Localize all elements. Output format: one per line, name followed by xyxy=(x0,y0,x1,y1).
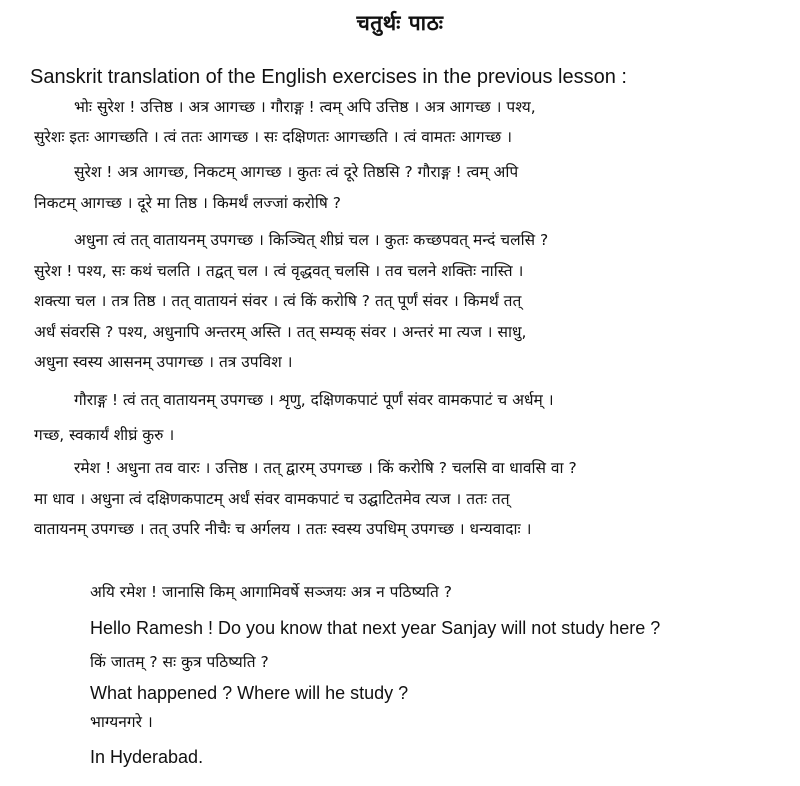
lesson-title: चतुर्थः पाठः xyxy=(356,11,444,35)
dialogue-sanskrit: किं जातम् ? सः कुत्र पठिष्यति ? xyxy=(90,653,269,671)
paragraph-line: निकटम् आगच्छ । दूरे मा तिष्ठ । किमर्थं लज्जां करोषि ? xyxy=(34,194,342,212)
paragraph-line: सुरेश ! अत्र आगच्छ, निकटम् आगच्छ । कुतः त्वं दूरे तिष्ठसि ? गौराङ्ग ! त्वम् अपि xyxy=(74,163,519,181)
dialogue-english: What happened ? Where will he study ? xyxy=(90,683,409,703)
paragraph-line: गच्छ, स्वकार्यं शीघ्रं कुरु । xyxy=(34,426,175,444)
dialogue-english: Hello Ramesh ! Do you know that next year Sanjay will not study here ? xyxy=(90,618,661,638)
paragraph-line: रमेश ! अधुना तव वारः । उत्तिष्ठ । तत् द्वारम् उपगच्छ । किं करोषि ? चलसि वा धावसि वा ? xyxy=(74,459,577,477)
dialogue-sanskrit: अयि रमेश ! जानासि किम् आगामिवर्षे सञ्जयः अत्र न पठिष्यति ? xyxy=(90,583,452,601)
paragraph-line: सुरेश ! पश्य, सः कथं चलति । तद्वत् चल । त्वं वृद्धवत् चलसि । तव चलने शक्तिः नास्ति । xyxy=(34,262,524,280)
dialogue-sanskrit: भाग्यनगरे । xyxy=(90,713,153,731)
paragraph-line: शक्त्या चल । तत्र तिष्ठ । तत् वातायनं संवर । त्वं किं करोषि ? तत् पूर्णं संवर । किमर्थं तत् xyxy=(34,292,522,310)
paragraph-line: भोः सुरेश ! उत्तिष्ठ । अत्र आगच्छ । गौराङ्ग ! त्वम् अपि उत्तिष्ठ । अत्र आगच्छ । पश्य, xyxy=(74,98,536,116)
paragraph-line: सुरेशः इतः आगच्छति । त्वं ततः आगच्छ । सः दक्षिणतः आगच्छति । त्वं वामतः आगच्छ । xyxy=(34,128,512,146)
paragraph-line: अर्धं संवरसि ? पश्य, अधुनापि अन्तरम् अस्ति । तत् सम्यक् संवर । अन्तरं मा त्यज । साधु, xyxy=(34,323,527,341)
paragraph-line: गौराङ्ग ! त्वं तत् वातायनम् उपगच्छ । शृणु, दक्षिणकपाटं पूर्णं संवर वामकपाटं च अर्धम् । xyxy=(74,391,554,409)
dialogue-english: In Hyderabad. xyxy=(90,747,204,767)
paragraph-line: अधुना स्वस्य आसनम् उपागच्छ । तत्र उपविश । xyxy=(34,353,293,371)
paragraph-line: अधुना त्वं तत् वातायनम् उपगच्छ । किञ्चित् शीघ्रं चल । कुतः कच्छपवत् मन्दं चलसि ? xyxy=(74,231,549,249)
paragraph-line: मा धाव । अधुना त्वं दक्षिणकपाटम् अर्धं संवर वामकपाटं च उद्घाटितमेव त्यज । ततः तत् xyxy=(34,490,510,508)
paragraph-line: वातायनम् उपगच्छ । तत् उपरि नीचैः च अर्गलय । ततः स्वस्य उपधिम् उपगच्छ । धन्यवादाः । xyxy=(34,520,532,538)
intro-text: Sanskrit translation of the English exercises in the previous lesson : xyxy=(30,66,627,88)
